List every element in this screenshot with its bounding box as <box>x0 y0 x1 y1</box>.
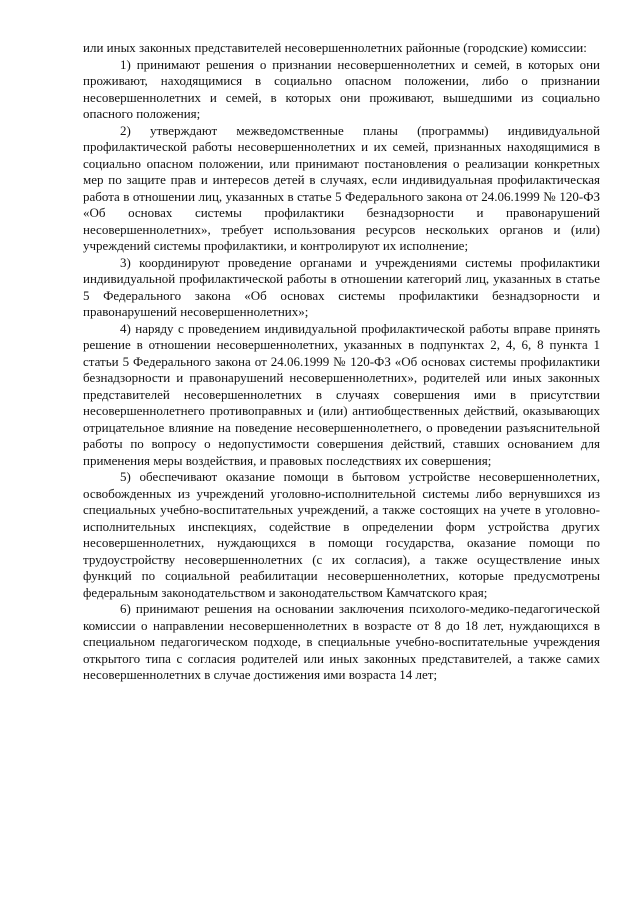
paragraph-item-3: 3) координируют проведение органами и учреждениями системы профилактики индивидуальной профилактической работы в отношении категорий лиц, указанных в статье 5 Федерального закона «Об основах системы профилактики безнадзорности и правонарушений несовершеннолетних»; <box>83 254 600 319</box>
paragraph-continuation: или иных законных представителей несовершеннолетних районные (городские) комиссии: <box>83 40 587 55</box>
paragraph-item-4: 4) наряду с проведением индивидуальной профилактической работы вправе принять решение в отношении несовершеннолетних, указанных в подпунктах 2, 4, 6, 8 пункта 1 статьи 5 Федерального закона от 24.06.1999 № 120-ФЗ «Об основах системы профилактики безнадзорности и правонарушений несовершеннолетних», родителей или иных законных представителей несовершеннолетних в случаях совершения ими в присутствии несовершеннолетнего противоправных и (или) антиобщественных действий, оказывающих отрицательное влияние на поведение несовершеннолетнего, о проведении разъяснительной работы по вопросу о недопустимости совершения действий, ставших основанием для применения меры воздействия, и правовых последствиях их совершения; <box>83 320 600 468</box>
paragraph-item-2: 2) утверждают межведомственные планы (программы) индивидуальной профилактической работы несовершеннолетних и их семей, признанных находящимися в социально опасном положении, или принимают постановления о реализации конкретных мер по защите прав и интересов детей в случаях, если индивидуальная профилактическая работа в отношении лиц, указанных в статье 5 Федерального закона от 24.06.1999 № 120-ФЗ «Об основах системы профилактики безнадзорности и правонарушений несовершеннолетних», требует использования ресурсов нескольких органов и (или) учреждений системы профилактики, и контролируют их исполнение; <box>83 122 600 253</box>
paragraph-item-6: 6) принимают решения на основании заключения психолого-медико-педагогической комиссии о направлении несовершеннолетних в возрасте от 8 до 18 лет, нуждающихся в специальном педагогическом подходе, в специальные учебно-воспитательные учреждения открытого типа с согласия родителей или иных законных представителей, а также самих несовершеннолетних в случае достижения ими возраста 14 лет; <box>83 601 600 682</box>
paragraph-item-5: 5) обеспечивают оказание помощи в бытовом устройстве несовершеннолетних, освобожденных из учреждений уголовно-исполнительной системы либо вернувшихся из специальных учебно-воспитательных учреждений, а также состоящих на учете в уголовно-исполнительных инспекциях, содействие в определении форм устройства других несовершеннолетних, нуждающихся в помощи государства, оказание помощи по трудоустройству несовершеннолетних (с их согласия), а также осуществление иных функций по социальной реабилитации несовершеннолетних, которые предусмотрены федеральным законодательством и законодательством Камчатского края; <box>83 469 600 600</box>
paragraph-item-1: 1) принимают решения о признании несовершеннолетних и семей, в которых они проживают, находящимися в социально опасном положении, либо о признании несовершеннолетних и семей, в которых они проживают, вышедшими из социально опасного положения; <box>83 56 600 121</box>
